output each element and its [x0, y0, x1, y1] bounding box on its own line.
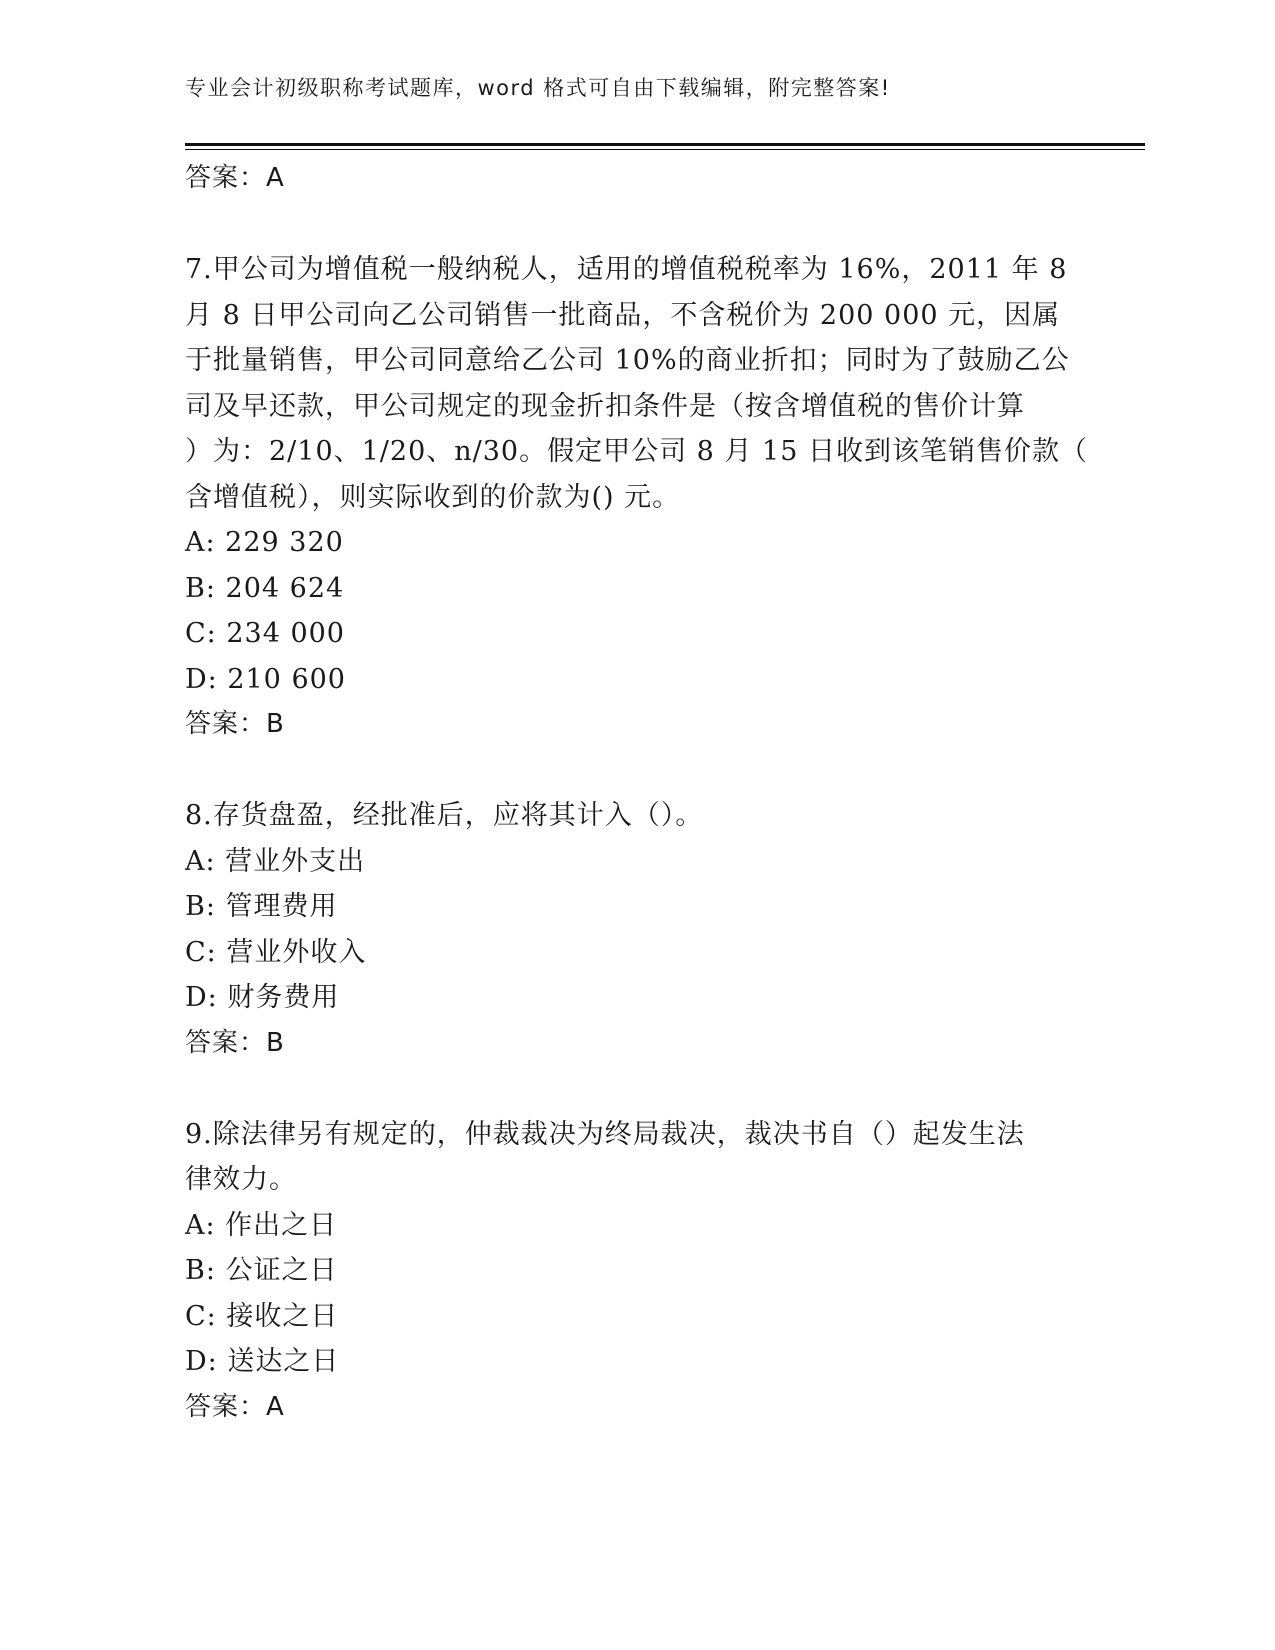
spacer — [185, 748, 1085, 794]
option-c: C: 营业外收入 — [185, 936, 367, 968]
question-text-line: 于批量销售，甲公司同意给乙公司 10%的商业折扣；同时为了鼓励乙公 — [185, 345, 1070, 376]
option-b: B: 管理费用 — [185, 891, 338, 922]
option-a: A: 作出之日 — [185, 1209, 338, 1241]
question-9 — [185, 1112, 1085, 1431]
question-8 — [185, 793, 1085, 1066]
question-text-line: 8.存货盘盈，经批准后，应将其计入（）。 — [185, 800, 704, 831]
question-text-line: 司及早还款，甲公司规定的现金折扣条件是（按含增值税的售价计算 — [185, 390, 1025, 422]
option-d: D: 送达之日 — [185, 1346, 340, 1377]
question-text-line: 9.除法律另有规定的，仲裁裁决为终局裁决，裁决书自（）起发生法 — [185, 1118, 1025, 1150]
question-text-line: 月 8 日甲公司向乙公司销售一批商品，不含税价为 200 000 元，因属 — [185, 299, 1061, 331]
header-rule-thin — [185, 149, 1145, 150]
spacer — [185, 1066, 1085, 1112]
option-b: B: 204 624 — [185, 572, 345, 604]
option-b: B: 公证之日 — [185, 1255, 338, 1286]
question-text-line: 含增值税），则实际收到的价款为() 元。 — [185, 481, 681, 513]
option-c: C: 接收之日 — [185, 1300, 339, 1332]
spacer — [185, 202, 1085, 248]
question-text-line: ）为：2/10、1/20、n/30。假定甲公司 8 月 15 日收到该笔销售价款（ — [185, 436, 1088, 467]
answer: 答案：B — [185, 709, 285, 739]
answer: 答案：A — [185, 1391, 285, 1422]
option-c: C: 234 000 — [185, 618, 345, 649]
question-text-line: 7.甲公司为增值税一般纳税人，适用的增值税税率为 16%，2011 年 8 — [185, 254, 1068, 285]
option-a: A: 229 320 — [185, 527, 344, 558]
question-7 — [185, 247, 1088, 748]
previous-answer: 答案：A — [185, 163, 285, 193]
option-d: D: 财务费用 — [185, 982, 340, 1013]
question-text-line: 律效力。 — [185, 1164, 297, 1195]
option-d: D: 210 600 — [185, 663, 346, 695]
answer: 答案：B — [185, 1027, 285, 1058]
header-rule — [185, 143, 1145, 146]
option-a: A: 营业外支出 — [185, 845, 366, 877]
document-body — [185, 156, 1088, 1430]
page-header: 专业会计初级职称考试题库，word 格式可自由下载编辑，附完整答案! — [185, 76, 891, 100]
